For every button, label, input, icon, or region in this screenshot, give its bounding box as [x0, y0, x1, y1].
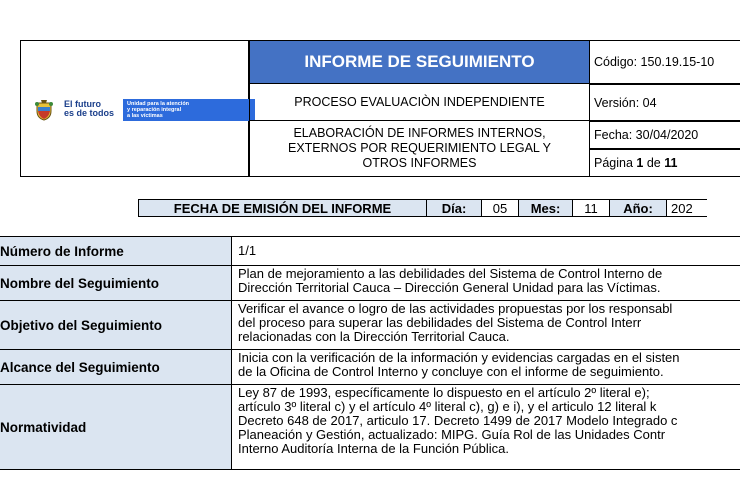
document-version: Versión: 04: [590, 84, 740, 121]
year-value: 202: [667, 199, 707, 217]
logo-slogan-line2: es de todos: [64, 108, 115, 118]
row-value-line: Ley 87 de 1993, específicamente lo dispuesto en el artículo 2º literal e);: [238, 385, 650, 400]
row-value-line: de la Oficina de Control Interno y concluye con el informe de seguimiento.: [238, 364, 664, 379]
row-value-line: Inicia con la verificación de la información y evidencias cargadas en el sisten: [238, 350, 680, 365]
table-row: [0, 301, 740, 350]
unit-name-line3: a las víctimas: [127, 113, 163, 119]
page-prefix: Página: [594, 156, 637, 170]
unit-name-line2: y reparación integral: [127, 107, 182, 113]
month-label: Mes:: [519, 199, 573, 217]
elaboration-type: ELABORACIÓN DE INFORMES INTERNOS, EXTERNOS POR REQUERIMIENTO LEGAL Y OTROS INFORMES: [249, 121, 590, 177]
logo-cell: [20, 40, 249, 177]
row-value: [232, 301, 740, 349]
row-value: [232, 266, 740, 300]
report-info-table: [0, 236, 740, 470]
row-value: [232, 385, 740, 469]
day-label: Día:: [427, 199, 482, 217]
row-value-line: Decreto 648 de 2017, articulo 17. Decreto 1499 de 2017 Modelo Integrado c: [238, 413, 678, 428]
issue-date-label: FECHA DE EMISIÓN DEL INFORME: [138, 199, 427, 217]
page-number: [590, 149, 740, 177]
row-label: Objetivo del Seguimiento: [0, 301, 232, 349]
document-code: Código: 150.19.15-10: [590, 40, 740, 84]
row-value-line: artículo 3º literal c) y el artículo 4º literal c), g) e i), y el articulo 12 literal k: [238, 399, 657, 414]
row-label: Número de Informe: [0, 237, 232, 265]
row-value-line: Dirección Territorial Cauca – Dirección General Unidad para las Víctimas.: [238, 280, 661, 295]
row-value: [232, 237, 740, 265]
row-label: Normatividad: [0, 385, 232, 469]
row-label: Alcance del Seguimiento: [0, 350, 232, 384]
day-value: 05: [482, 199, 519, 217]
row-value-line: Plan de mejoramiento a las debilidades del Sistema de Control Interno de: [238, 266, 663, 281]
institution-logo: [34, 99, 249, 121]
issue-date-row: [138, 199, 707, 217]
row-value-line: del proceso para superar las debilidades del Sistema de Control Interr: [238, 315, 642, 330]
row-value-line: 1/1: [238, 243, 257, 258]
document-header: [20, 40, 740, 177]
page-total: 11: [664, 156, 678, 170]
row-value: [232, 350, 740, 384]
process-name: PROCESO EVALUACIÒN INDEPENDIENTE: [249, 84, 590, 121]
table-row: [0, 236, 740, 266]
row-value-line: Planeación y Gestión, actualizado: MIPG. Guía Rol de las Unidades Contr: [238, 427, 666, 442]
page-current: 1: [636, 156, 644, 170]
report-title: INFORME DE SEGUIMIENTO: [249, 40, 590, 84]
row-value-line: relacionadas con la Dirección Territorial Cauca.: [238, 329, 510, 344]
year-label: Año:: [610, 199, 667, 217]
row-value-line: Verificar el avance o logro de las actividades propuestas por los responsabl: [238, 301, 673, 316]
table-row: [0, 350, 740, 385]
table-row: [0, 266, 740, 301]
page-of: de: [643, 156, 665, 170]
document-date: Fecha: 30/04/2020: [590, 121, 740, 149]
coat-of-arms-icon: [34, 99, 54, 121]
row-value-line: Interno Auditoría Interna de la Función Pública.: [238, 441, 510, 456]
unit-logo-band: [123, 99, 255, 121]
unit-name-line1: Unidad para la atención: [127, 101, 190, 107]
table-row: [0, 385, 740, 470]
month-value: 11: [573, 199, 610, 217]
logo-slogan-line1: El futuro: [64, 99, 101, 109]
row-label: Nombre del Seguimiento: [0, 266, 232, 300]
unit-name: [127, 101, 189, 119]
